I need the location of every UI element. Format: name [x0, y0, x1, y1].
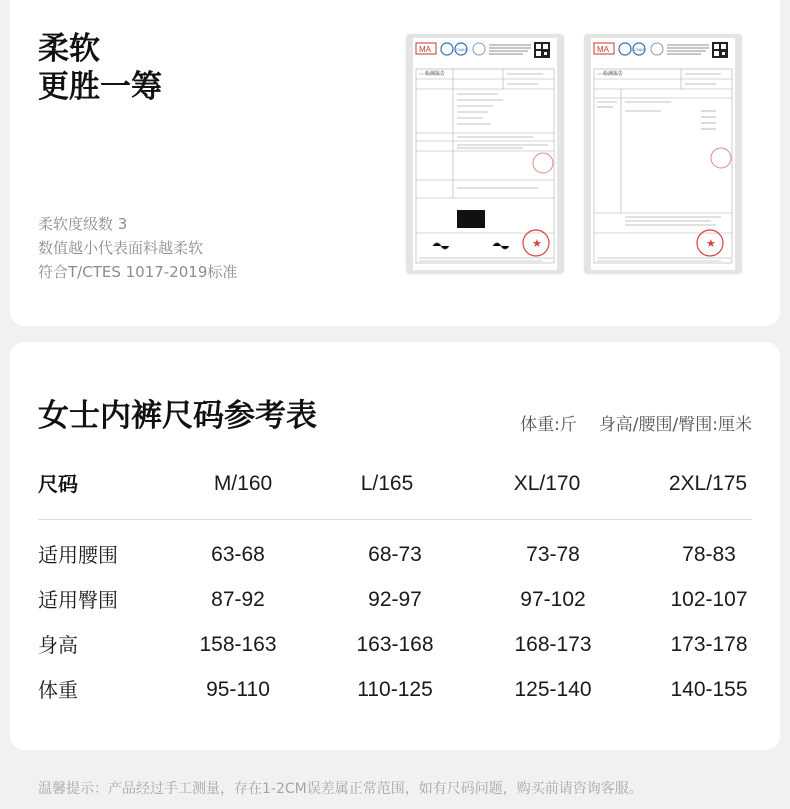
softness-meaning-note: 数值越小代表面料越柔软 [38, 239, 204, 257]
softness-card [10, 0, 780, 326]
table-cell: 87-92 [211, 588, 265, 611]
table-row [10, 585, 780, 615]
unit-weight: 体重:斤 [520, 415, 577, 435]
softness-headline [38, 30, 162, 106]
softness-standard-note: 符合T/CTES 1017-2019标准 [38, 263, 238, 281]
table-row [10, 630, 780, 660]
size-header-row [10, 469, 780, 499]
table-cell: 73-78 [526, 543, 580, 566]
size-chart-card [10, 342, 780, 750]
cert-1-ma-logo: MA [419, 45, 431, 54]
svg-text:★: ★ [706, 237, 716, 250]
headline-line-1: 柔软 [38, 31, 100, 67]
row-label-waist: 适用腰围 [38, 543, 118, 567]
table-row [10, 675, 780, 705]
table-cell: 163-168 [356, 633, 434, 656]
row-label-weight: 体重 [38, 678, 78, 702]
unit-measure: 身高/腰围/臀围:厘米 [598, 415, 752, 435]
test-report-1-document [413, 38, 557, 270]
size-header-l: L/165 [360, 472, 414, 495]
table-cell: 125-140 [514, 678, 592, 701]
svg-text:CNAS: CNAS [456, 47, 468, 52]
cert-2-header: 检测报告 [603, 71, 624, 77]
cert-1-header: 检测报告 [425, 71, 446, 77]
size-chart-units [498, 410, 752, 435]
size-chart-title: 女士内裤尺码参考表 [38, 398, 317, 434]
svg-text:CNAS: CNAS [634, 47, 646, 52]
table-cell: 158-163 [199, 633, 277, 656]
table-row [10, 540, 780, 570]
table-cell: 78-83 [682, 543, 736, 566]
table-cell: 173-178 [670, 633, 748, 656]
table-cell: 63-68 [211, 543, 265, 566]
headline-line-2: 更胜一筹 [38, 69, 162, 105]
size-header-2xl: 2XL/175 [668, 472, 748, 495]
table-cell: 140-155 [670, 678, 748, 701]
svg-text:★: ★ [532, 237, 542, 250]
table-cell: 68-73 [368, 543, 422, 566]
softness-level-note: 柔软度级数 3 [38, 215, 128, 233]
table-cell: 168-173 [514, 633, 592, 656]
table-cell: 97-102 [520, 588, 586, 611]
table-cell: 110-125 [357, 678, 433, 701]
test-report-image-2 [584, 34, 742, 274]
softness-notes [38, 212, 237, 284]
header-divider [38, 519, 752, 520]
test-report-image-1 [406, 34, 564, 274]
table-cell: 102-107 [670, 588, 748, 611]
measurement-footnote: 温馨提示：产品经过手工测量，存在1-2CM误差属正常范围，如有尺码问题，购买前请咨询客服。 [38, 781, 643, 797]
test-report-2-document [591, 38, 735, 270]
size-header-xl: XL/170 [513, 472, 581, 495]
table-cell: 95-110 [206, 678, 270, 701]
cert-2-ma-logo: MA [597, 45, 609, 54]
size-header-label: 尺码 [38, 472, 78, 496]
table-cell: 92-97 [368, 588, 422, 611]
size-header-m: M/160 [213, 472, 273, 495]
row-label-hip: 适用臀围 [38, 588, 118, 612]
row-label-height: 身高 [38, 633, 78, 657]
